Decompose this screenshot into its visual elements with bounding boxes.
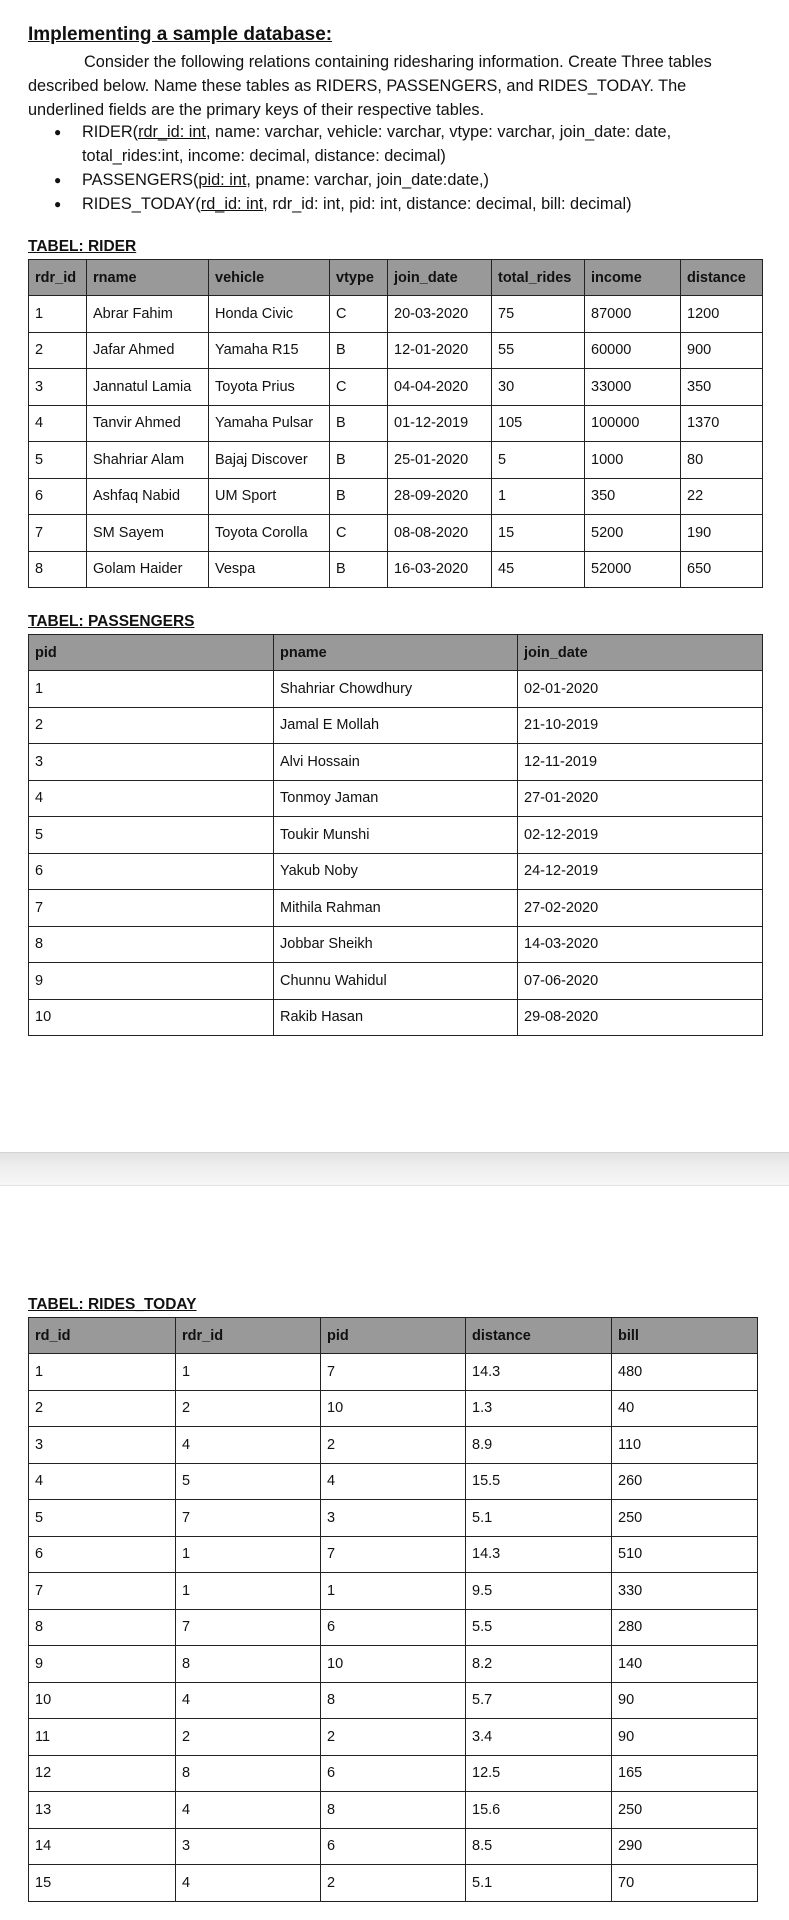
rider-cell-rdr-id: 7 <box>29 515 87 552</box>
rides-today-cell-distance: 14.3 <box>466 1536 612 1573</box>
rides-today-row <box>29 1719 758 1756</box>
passengers-cell-pname: Tonmoy Jaman <box>274 780 518 817</box>
passengers-cell-pid: 5 <box>29 817 274 854</box>
rides-today-cell-rd-id: 14 <box>29 1828 176 1865</box>
rider-cell-total-rides: 75 <box>492 296 585 333</box>
rider-cell-income: 87000 <box>585 296 681 333</box>
rider-cell-rdr-id: 4 <box>29 405 87 442</box>
rides-today-cell-distance: 15.6 <box>466 1792 612 1829</box>
rides-today-cell-rdr-id: 7 <box>176 1500 321 1537</box>
rides-today-cell-rd-id: 12 <box>29 1755 176 1792</box>
rider-cell-income: 52000 <box>585 551 681 588</box>
rides-today-header-rdr-id: rdr_id <box>176 1318 321 1354</box>
rides-today-cell-rdr-id: 5 <box>176 1463 321 1500</box>
rides-today-row <box>29 1500 758 1537</box>
rider-cell-total-rides: 1 <box>492 478 585 515</box>
passengers-cell-join-date: 29-08-2020 <box>518 999 763 1036</box>
rides-today-cell-rdr-id: 8 <box>176 1755 321 1792</box>
rides-today-cell-rdr-id: 1 <box>176 1573 321 1610</box>
rider-cell-distance: 900 <box>681 332 763 369</box>
passengers-table <box>28 634 763 1036</box>
rider-table <box>28 259 763 588</box>
passengers-cell-pid: 8 <box>29 926 274 963</box>
rides-today-row <box>29 1755 758 1792</box>
rides-today-header-distance: distance <box>466 1318 612 1354</box>
rider-header-join-date: join_date <box>388 260 492 296</box>
rides-today-row <box>29 1354 758 1391</box>
passengers-row <box>29 671 763 708</box>
passengers-cell-join-date: 12-11-2019 <box>518 744 763 781</box>
rides-today-cell-pid: 2 <box>321 1865 466 1902</box>
rider-row <box>29 369 763 406</box>
rides-today-header-rd-id: rd_id <box>29 1318 176 1354</box>
rider-cell-vehicle: Bajaj Discover <box>209 442 330 479</box>
schema-item-rider: ● RIDER(rdr_id: int, name: varchar, vehicle: varchar, vtype: varchar, join_date: date, total_rides:int, income: decimal, distance: decimal) <box>54 120 766 168</box>
passengers-cell-join-date: 27-01-2020 <box>518 780 763 817</box>
rides-today-cell-pid: 3 <box>321 1500 466 1537</box>
rides-today-row <box>29 1865 758 1902</box>
rides-today-cell-pid: 2 <box>321 1427 466 1464</box>
rider-cell-rname: Abrar Fahim <box>87 296 209 333</box>
rider-cell-rdr-id: 1 <box>29 296 87 333</box>
rider-cell-vtype: B <box>330 332 388 369</box>
rides-today-cell-bill: 290 <box>612 1828 758 1865</box>
rides-today-cell-pid: 6 <box>321 1828 466 1865</box>
rides-today-cell-rd-id: 15 <box>29 1865 176 1902</box>
rider-cell-vehicle: Vespa <box>209 551 330 588</box>
rider-cell-rname: Jannatul Lamia <box>87 369 209 406</box>
rides-today-cell-pid: 7 <box>321 1536 466 1573</box>
rider-row <box>29 478 763 515</box>
passengers-cell-pid: 7 <box>29 890 274 927</box>
passengers-cell-join-date: 24-12-2019 <box>518 853 763 890</box>
rides-today-cell-rdr-id: 8 <box>176 1646 321 1683</box>
passengers-header-join-date: join_date <box>518 635 763 671</box>
rides-today-cell-rdr-id: 1 <box>176 1354 321 1391</box>
rides-today-cell-bill: 280 <box>612 1609 758 1646</box>
rides-today-cell-rdr-id: 3 <box>176 1828 321 1865</box>
rider-cell-vtype: B <box>330 551 388 588</box>
passengers-row <box>29 780 763 817</box>
rider-cell-vtype: C <box>330 515 388 552</box>
rides-today-cell-distance: 15.5 <box>466 1463 612 1500</box>
rides-today-cell-pid: 7 <box>321 1354 466 1391</box>
rides-today-cell-distance: 12.5 <box>466 1755 612 1792</box>
passengers-cell-pid: 9 <box>29 963 274 1000</box>
rider-cell-join-date: 25-01-2020 <box>388 442 492 479</box>
rides-today-cell-rdr-id: 4 <box>176 1792 321 1829</box>
passengers-cell-pid: 3 <box>29 744 274 781</box>
rider-cell-income: 5200 <box>585 515 681 552</box>
rides-today-row <box>29 1609 758 1646</box>
rider-row <box>29 405 763 442</box>
rides-today-cell-distance: 5.1 <box>466 1500 612 1537</box>
passengers-cell-pname: Yakub Noby <box>274 853 518 890</box>
rider-cell-distance: 650 <box>681 551 763 588</box>
passengers-cell-join-date: 07-06-2020 <box>518 963 763 1000</box>
rides-today-cell-rd-id: 7 <box>29 1573 176 1610</box>
rides-today-cell-rdr-id: 2 <box>176 1390 321 1427</box>
rider-cell-join-date: 08-08-2020 <box>388 515 492 552</box>
rides-today-cell-pid: 10 <box>321 1390 466 1427</box>
rides-today-row <box>29 1463 758 1500</box>
rides-today-cell-bill: 90 <box>612 1682 758 1719</box>
rides-today-cell-rdr-id: 4 <box>176 1427 321 1464</box>
rides-today-cell-pid: 6 <box>321 1609 466 1646</box>
schema-list <box>54 120 766 216</box>
rider-header-distance: distance <box>681 260 763 296</box>
rides-today-cell-pid: 6 <box>321 1755 466 1792</box>
rides-today-row <box>29 1390 758 1427</box>
rider-cell-total-rides: 105 <box>492 405 585 442</box>
rider-cell-vehicle: Toyota Corolla <box>209 515 330 552</box>
rides-today-cell-distance: 3.4 <box>466 1719 612 1756</box>
passengers-cell-pname: Jamal E Mollah <box>274 707 518 744</box>
passengers-table-header <box>29 635 763 671</box>
rides-today-cell-bill: 250 <box>612 1500 758 1537</box>
rider-cell-join-date: 20-03-2020 <box>388 296 492 333</box>
rider-cell-join-date: 04-04-2020 <box>388 369 492 406</box>
rider-cell-vtype: B <box>330 478 388 515</box>
rider-header-vtype: vtype <box>330 260 388 296</box>
rides-today-cell-distance: 8.9 <box>466 1427 612 1464</box>
passengers-cell-pname: Alvi Hossain <box>274 744 518 781</box>
rides-today-cell-distance: 5.5 <box>466 1609 612 1646</box>
rider-cell-rdr-id: 2 <box>29 332 87 369</box>
passengers-row <box>29 707 763 744</box>
rider-row <box>29 296 763 333</box>
passengers-row <box>29 817 763 854</box>
rider-header-rname: rname <box>87 260 209 296</box>
rider-cell-rname: Shahriar Alam <box>87 442 209 479</box>
passengers-cell-pname: Rakib Hasan <box>274 999 518 1036</box>
rider-cell-vehicle: Yamaha Pulsar <box>209 405 330 442</box>
rides-today-row <box>29 1828 758 1865</box>
rides-today-cell-rd-id: 1 <box>29 1354 176 1391</box>
rides-today-cell-bill: 260 <box>612 1463 758 1500</box>
rides-today-cell-rd-id: 10 <box>29 1682 176 1719</box>
passengers-row <box>29 890 763 927</box>
rider-cell-income: 1000 <box>585 442 681 479</box>
rides-today-cell-bill: 140 <box>612 1646 758 1683</box>
passengers-cell-pid: 1 <box>29 671 274 708</box>
passengers-row <box>29 926 763 963</box>
rides-today-cell-distance: 8.5 <box>466 1828 612 1865</box>
rides-today-cell-distance: 8.2 <box>466 1646 612 1683</box>
rides-today-cell-rd-id: 2 <box>29 1390 176 1427</box>
rides-today-row <box>29 1792 758 1829</box>
intro-paragraph: Consider the following relations containing ridesharing information. Create Three tables described below. Name these tables as RIDERS, PASSENGERS, and RIDES_TODAY. The underlined fields are the primary keys of their respective tables. <box>28 53 712 119</box>
rider-cell-rdr-id: 5 <box>29 442 87 479</box>
rider-cell-vtype: B <box>330 442 388 479</box>
passengers-cell-pname: Toukir Munshi <box>274 817 518 854</box>
rides-today-cell-pid: 10 <box>321 1646 466 1683</box>
rider-row <box>29 332 763 369</box>
passengers-row <box>29 744 763 781</box>
schema-item-rides-today: ● RIDES_TODAY(rd_id: int, rdr_id: int, pid: int, distance: decimal, bill: decimal) <box>54 192 766 216</box>
passengers-cell-join-date: 21-10-2019 <box>518 707 763 744</box>
rides-today-table <box>28 1317 758 1902</box>
rider-row <box>29 442 763 479</box>
rides-today-cell-bill: 165 <box>612 1755 758 1792</box>
rides-today-row <box>29 1682 758 1719</box>
rider-header-vehicle: vehicle <box>209 260 330 296</box>
rider-cell-rdr-id: 8 <box>29 551 87 588</box>
rider-cell-join-date: 12-01-2020 <box>388 332 492 369</box>
rider-cell-rdr-id: 6 <box>29 478 87 515</box>
rider-cell-vtype: C <box>330 296 388 333</box>
rider-cell-vehicle: UM Sport <box>209 478 330 515</box>
rider-cell-income: 350 <box>585 478 681 515</box>
rides-today-cell-rd-id: 13 <box>29 1792 176 1829</box>
rider-cell-rname: Ashfaq Nabid <box>87 478 209 515</box>
rides-today-row <box>29 1536 758 1573</box>
rider-cell-income: 33000 <box>585 369 681 406</box>
passengers-cell-pid: 6 <box>29 853 274 890</box>
rides-today-cell-pid: 8 <box>321 1792 466 1829</box>
document-title: Implementing a sample database: <box>28 24 333 45</box>
rides-today-cell-rd-id: 6 <box>29 1536 176 1573</box>
rides-today-cell-pid: 8 <box>321 1682 466 1719</box>
rider-cell-total-rides: 45 <box>492 551 585 588</box>
rider-row <box>29 515 763 552</box>
passengers-cell-pname: Jobbar Sheikh <box>274 926 518 963</box>
rider-cell-distance: 1370 <box>681 405 763 442</box>
rider-cell-vehicle: Toyota Prius <box>209 369 330 406</box>
rides-today-cell-bill: 480 <box>612 1354 758 1391</box>
rider-cell-vtype: B <box>330 405 388 442</box>
schema-item-passengers: ● PASSENGERS(pid: int, pname: varchar, join_date:date,) <box>54 168 766 192</box>
passengers-cell-join-date: 02-12-2019 <box>518 817 763 854</box>
rider-header-income: income <box>585 260 681 296</box>
rides-today-cell-rd-id: 4 <box>29 1463 176 1500</box>
rides-today-cell-rdr-id: 7 <box>176 1609 321 1646</box>
rides-today-cell-bill: 40 <box>612 1390 758 1427</box>
passengers-cell-pname: Mithila Rahman <box>274 890 518 927</box>
rides-today-cell-bill: 70 <box>612 1865 758 1902</box>
rider-cell-total-rides: 30 <box>492 369 585 406</box>
passengers-cell-pid: 2 <box>29 707 274 744</box>
rider-cell-distance: 190 <box>681 515 763 552</box>
rider-cell-income: 60000 <box>585 332 681 369</box>
rider-row <box>29 551 763 588</box>
passengers-row <box>29 963 763 1000</box>
rider-cell-join-date: 28-09-2020 <box>388 478 492 515</box>
rider-cell-vtype: C <box>330 369 388 406</box>
passengers-row <box>29 999 763 1036</box>
page-break <box>0 1152 789 1186</box>
rider-header-total-rides: total_rides <box>492 260 585 296</box>
rides-today-cell-rd-id: 5 <box>29 1500 176 1537</box>
passengers-header-pid: pid <box>29 635 274 671</box>
rider-table-header <box>29 260 763 296</box>
rides-today-cell-distance: 5.7 <box>466 1682 612 1719</box>
document-page-2 <box>0 1186 789 1920</box>
rides-today-cell-bill: 90 <box>612 1719 758 1756</box>
rides-today-cell-rd-id: 3 <box>29 1427 176 1464</box>
rides-today-cell-distance: 14.3 <box>466 1354 612 1391</box>
passengers-row <box>29 853 763 890</box>
rides-today-cell-rdr-id: 4 <box>176 1682 321 1719</box>
rider-cell-distance: 22 <box>681 478 763 515</box>
passengers-cell-pname: Chunnu Wahidul <box>274 963 518 1000</box>
rides-today-cell-bill: 510 <box>612 1536 758 1573</box>
passengers-cell-join-date: 02-01-2020 <box>518 671 763 708</box>
passengers-cell-pid: 4 <box>29 780 274 817</box>
rides-today-cell-pid: 2 <box>321 1719 466 1756</box>
rides-today-cell-rd-id: 11 <box>29 1719 176 1756</box>
rider-cell-vehicle: Honda Civic <box>209 296 330 333</box>
rider-cell-rname: Tanvir Ahmed <box>87 405 209 442</box>
rides-today-row <box>29 1646 758 1683</box>
rides-today-cell-pid: 1 <box>321 1573 466 1610</box>
rides-today-header-bill: bill <box>612 1318 758 1354</box>
passengers-table-caption: TABEL: PASSENGERS <box>28 613 195 630</box>
rider-cell-distance: 80 <box>681 442 763 479</box>
rider-cell-total-rides: 55 <box>492 332 585 369</box>
rider-cell-income: 100000 <box>585 405 681 442</box>
rides-today-cell-distance: 5.1 <box>466 1865 612 1902</box>
rides-today-cell-rdr-id: 2 <box>176 1719 321 1756</box>
rider-cell-distance: 1200 <box>681 296 763 333</box>
passengers-cell-pid: 10 <box>29 999 274 1036</box>
rides-today-cell-bill: 250 <box>612 1792 758 1829</box>
rides-today-cell-bill: 330 <box>612 1573 758 1610</box>
rider-cell-total-rides: 15 <box>492 515 585 552</box>
rides-today-cell-bill: 110 <box>612 1427 758 1464</box>
passengers-header-pname: pname <box>274 635 518 671</box>
rides-today-header-pid: pid <box>321 1318 466 1354</box>
rider-cell-rname: Jafar Ahmed <box>87 332 209 369</box>
rider-cell-total-rides: 5 <box>492 442 585 479</box>
rider-cell-rdr-id: 3 <box>29 369 87 406</box>
rider-header-rdr-id: rdr_id <box>29 260 87 296</box>
passengers-cell-join-date: 14-03-2020 <box>518 926 763 963</box>
rides-today-table-caption: TABEL: RIDES_TODAY <box>28 1296 197 1313</box>
rides-today-cell-rd-id: 9 <box>29 1646 176 1683</box>
rider-table-caption: TABEL: RIDER <box>28 238 137 255</box>
rides-today-cell-distance: 9.5 <box>466 1573 612 1610</box>
rides-today-cell-rd-id: 8 <box>29 1609 176 1646</box>
rider-cell-rname: Golam Haider <box>87 551 209 588</box>
rides-today-table-header <box>29 1318 758 1354</box>
rider-cell-join-date: 01-12-2019 <box>388 405 492 442</box>
rides-today-cell-distance: 1.3 <box>466 1390 612 1427</box>
rider-cell-distance: 350 <box>681 369 763 406</box>
passengers-cell-pname: Shahriar Chowdhury <box>274 671 518 708</box>
passengers-cell-join-date: 27-02-2020 <box>518 890 763 927</box>
rides-today-row <box>29 1573 758 1610</box>
rides-today-row <box>29 1427 758 1464</box>
rider-cell-vehicle: Yamaha R15 <box>209 332 330 369</box>
rides-today-cell-pid: 4 <box>321 1463 466 1500</box>
rides-today-cell-rdr-id: 4 <box>176 1865 321 1902</box>
rider-cell-join-date: 16-03-2020 <box>388 551 492 588</box>
rides-today-cell-rdr-id: 1 <box>176 1536 321 1573</box>
rider-cell-rname: SM Sayem <box>87 515 209 552</box>
